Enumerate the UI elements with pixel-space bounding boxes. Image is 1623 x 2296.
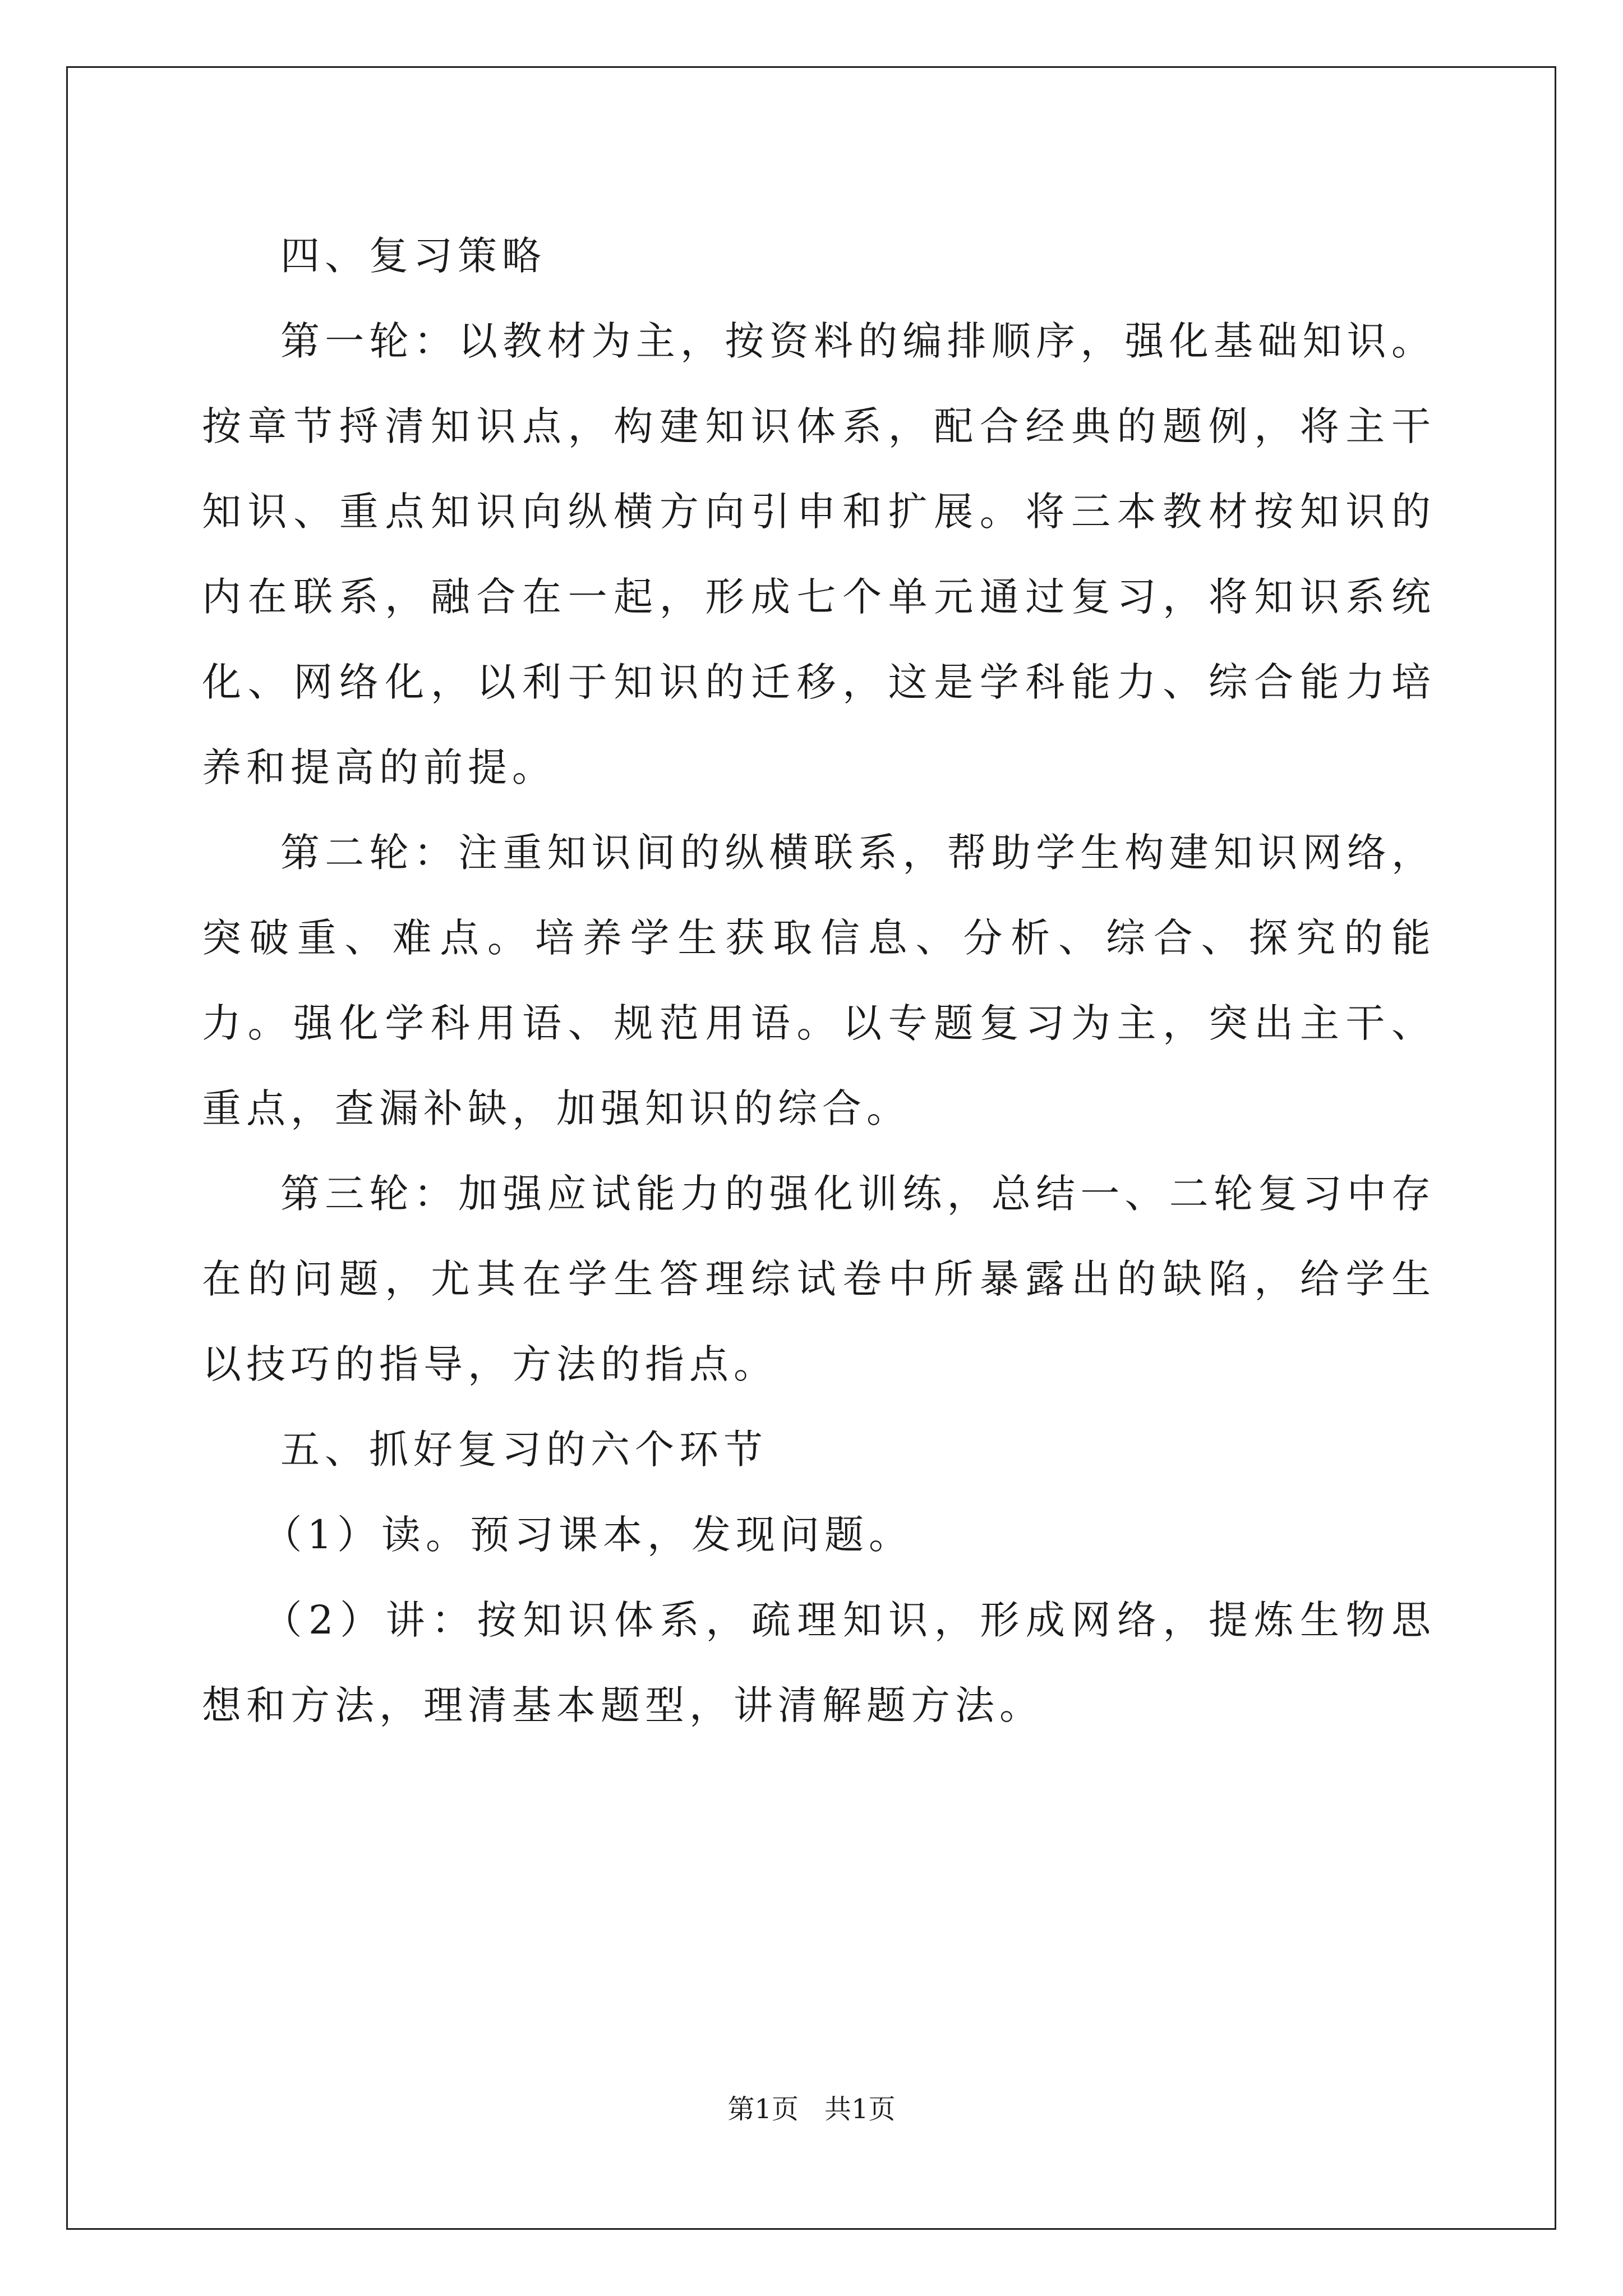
list-item-step-1: （1）读。预习课本，发现问题。 [262,1512,914,1558]
paragraph-round-one: 第一轮：以教材为主，按资料的编排顺序，强化基础知识。按章节捋清知识点，构建知识体系，配合经典的题例，将主干知识、重点知识向纵横方向引申和扩展。将三本教材按知识的内在联系，融合在一起，形成七个单元通过复习，将知识系统化、网络化，以利于知识的迁移，这是学科能力、综合能力培养和提高的前提。 [202,318,1436,790]
document-body [202,213,1436,1748]
section-heading-review-strategy: 四、复习策略 [280,233,546,279]
page-number: 第1页 [727,2093,799,2125]
section-heading-six-steps: 五、抓好复习的六个环节 [280,1427,768,1473]
page-count: 共1页 [824,2093,896,2125]
page-footer [0,2092,1623,2126]
list-item-step-2: （2）讲：按知识体系，疏理知识，形成网络，提炼生物思想和方法，理清基本题型，讲清解题方法。 [202,1597,1436,1728]
paragraph-round-two: 第二轮：注重知识间的纵横联系，帮助学生构建知识网络，突破重、难点。培养学生获取信息、分析、综合、探究的能力。强化学科用语、规范用语。以专题复习为主，突出主干、重点，查漏补缺，加强知识的综合。 [202,830,1436,1131]
paragraph-round-three: 第三轮：加强应试能力的强化训练，总结一、二轮复习中存在的问题，尤其在学生答理综试卷中所暴露出的缺陷，给学生以技巧的指导，方法的指点。 [202,1171,1436,1387]
